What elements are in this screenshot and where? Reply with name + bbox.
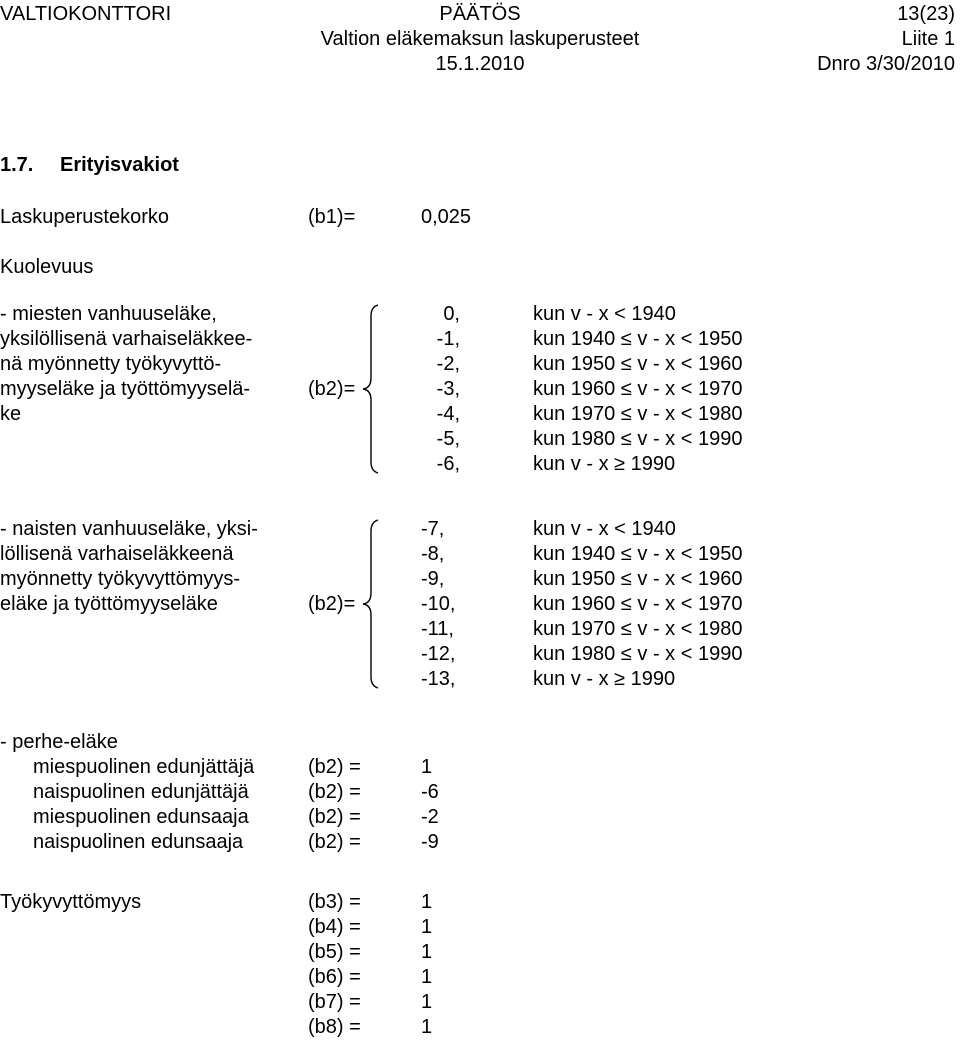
women-condition: kun 1970 ≤ v - x < 1980 bbox=[533, 618, 743, 640]
disability-row-symbol: (b4) = bbox=[308, 916, 361, 938]
women-value: -7, bbox=[421, 518, 445, 540]
disability-row-value: 1 bbox=[421, 916, 433, 938]
women-condition: kun 1960 ≤ v - x < 1970 bbox=[533, 593, 743, 615]
women-symbol: (b2)= bbox=[308, 593, 356, 615]
header-subject: Valtion eläkemaksun laskuperusteet bbox=[320, 28, 640, 50]
header-ref: Dnro 3/30/2010 bbox=[817, 53, 955, 75]
men-condition: kun v - x ≥ 1990 bbox=[533, 453, 676, 475]
header-date: 15.1.2010 bbox=[435, 53, 525, 75]
men-desc-line: yksilöllisenä varhaiseläkkee- bbox=[0, 328, 253, 350]
header-org: VALTIOKONTTORI bbox=[0, 3, 172, 25]
survivor-row-value: -6 bbox=[421, 781, 439, 803]
disability-row-symbol: (b5) = bbox=[308, 941, 361, 963]
header-attachment: Liite 1 bbox=[901, 28, 955, 50]
women-brace bbox=[362, 519, 380, 689]
disability-row-value: 1 bbox=[421, 991, 433, 1013]
survivor-label: - perhe-eläke bbox=[0, 731, 118, 753]
women-value: -8, bbox=[421, 543, 445, 565]
survivor-row-label: miespuolinen edunjättäjä bbox=[33, 756, 255, 778]
survivor-row-value: -9 bbox=[421, 831, 439, 853]
survivor-row-symbol: (b2) = bbox=[308, 756, 361, 778]
survivor-row-label: naispuolinen edunsaaja bbox=[33, 831, 244, 853]
disability-row-symbol: (b3) = bbox=[308, 891, 361, 913]
disability-row-value: 1 bbox=[421, 891, 433, 913]
section-title: Erityisvakiot bbox=[60, 154, 179, 176]
women-value: -10, bbox=[421, 593, 456, 615]
interest-symbol: (b1)= bbox=[308, 206, 356, 228]
men-condition: kun 1980 ≤ v - x < 1990 bbox=[533, 428, 743, 450]
women-value: -12, bbox=[421, 643, 456, 665]
women-condition: kun v - x < 1940 bbox=[533, 518, 676, 540]
men-condition: kun 1950 ≤ v - x < 1960 bbox=[533, 353, 743, 375]
women-value: -11, bbox=[421, 618, 454, 640]
women-desc-line: eläke ja työttömyyseläke bbox=[0, 593, 218, 615]
women-condition: kun 1950 ≤ v - x < 1960 bbox=[533, 568, 743, 590]
women-value: -9, bbox=[421, 568, 445, 590]
header-doc-type: PÄÄTÖS bbox=[439, 3, 521, 25]
interest-label: Laskuperustekorko bbox=[0, 206, 169, 228]
survivor-row-label: naispuolinen edunjättäjä bbox=[33, 781, 249, 803]
women-condition: kun 1940 ≤ v - x < 1950 bbox=[533, 543, 743, 565]
interest-value: 0,025 bbox=[421, 206, 472, 228]
survivor-row-symbol: (b2) = bbox=[308, 806, 361, 828]
men-value: -5, bbox=[436, 428, 460, 450]
survivor-row-value: -2 bbox=[421, 806, 439, 828]
men-value: -6, bbox=[436, 453, 460, 475]
men-desc-line: nä myönnetty työkyvyttö- bbox=[0, 353, 222, 375]
disability-row-symbol: (b8) = bbox=[308, 1016, 361, 1038]
men-desc-line: myyseläke ja työttömyyselä- bbox=[0, 378, 251, 400]
women-condition: kun 1980 ≤ v - x < 1990 bbox=[533, 643, 743, 665]
women-value: -13, bbox=[421, 668, 456, 690]
women-desc-line: myönnetty työkyvyttömyys- bbox=[0, 568, 241, 590]
section-number: 1.7. bbox=[0, 154, 34, 176]
men-condition: kun 1960 ≤ v - x < 1970 bbox=[533, 378, 743, 400]
mortality-label: Kuolevuus bbox=[0, 256, 94, 278]
disability-row-value: 1 bbox=[421, 941, 433, 963]
men-desc-line: ke bbox=[0, 403, 22, 425]
men-value: -1, bbox=[436, 328, 460, 350]
survivor-row-symbol: (b2) = bbox=[308, 781, 361, 803]
men-condition: kun 1970 ≤ v - x < 1980 bbox=[533, 403, 743, 425]
disability-label: Työkyvyttömyys bbox=[0, 891, 142, 913]
men-value: -2, bbox=[436, 353, 460, 375]
women-desc-line: löllisenä varhaiseläkkeenä bbox=[0, 543, 234, 565]
survivor-row-label: miespuolinen edunsaaja bbox=[33, 806, 249, 828]
men-brace bbox=[362, 304, 380, 474]
men-condition: kun v - x < 1940 bbox=[533, 303, 676, 325]
survivor-row-symbol: (b2) = bbox=[308, 831, 361, 853]
men-symbol: (b2)= bbox=[308, 378, 356, 400]
disability-row-value: 1 bbox=[421, 1016, 433, 1038]
survivor-row-value: 1 bbox=[421, 756, 433, 778]
men-value: -4, bbox=[436, 403, 460, 425]
men-value: -3, bbox=[436, 378, 460, 400]
men-value: 0, bbox=[443, 303, 460, 325]
men-condition: kun 1940 ≤ v - x < 1950 bbox=[533, 328, 743, 350]
women-condition: kun v - x ≥ 1990 bbox=[533, 668, 676, 690]
disability-row-symbol: (b7) = bbox=[308, 991, 361, 1013]
men-desc-line: - miesten vanhuuseläke, bbox=[0, 303, 217, 325]
disability-row-value: 1 bbox=[421, 966, 433, 988]
header-page: 13(23) bbox=[897, 3, 955, 25]
women-desc-line: - naisten vanhuuseläke, yksi- bbox=[0, 518, 258, 540]
disability-row-symbol: (b6) = bbox=[308, 966, 361, 988]
